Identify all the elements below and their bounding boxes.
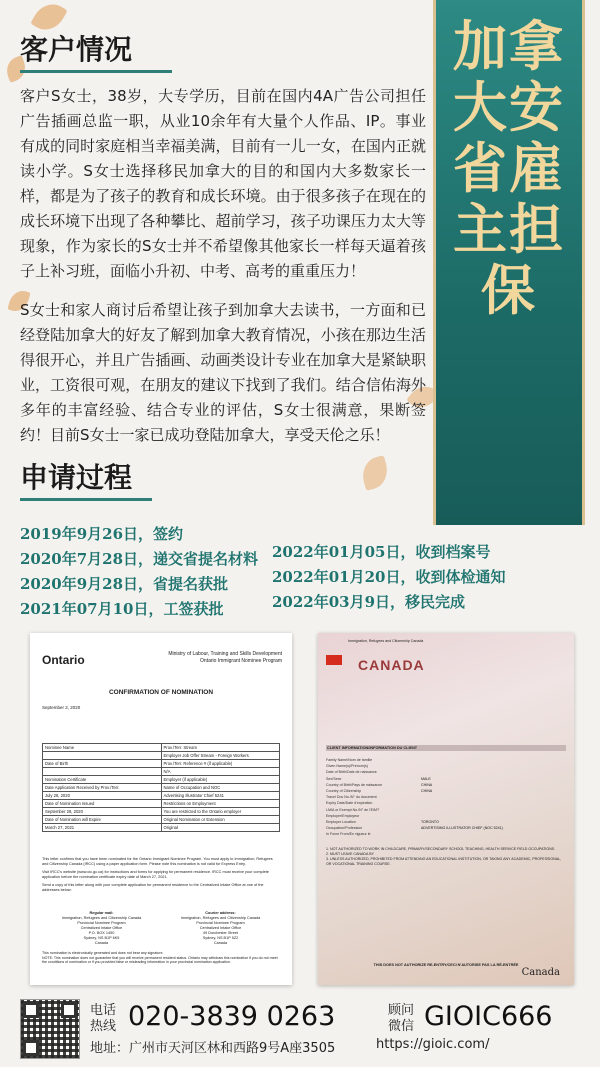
info-label: Given Name(s)/Prénom(s) — [326, 764, 368, 769]
table-cell: March 27, 2021 — [43, 824, 162, 832]
client-info-title: CLIENT INFORMATION/INFORMATION DU CLIENT — [326, 745, 566, 751]
phone-label: 电话热线 — [90, 1003, 117, 1034]
table-cell: Date of Nomination will Expire — [43, 816, 162, 824]
table-row — [43, 768, 280, 776]
table-cell: Restrictions on Employment — [161, 800, 280, 808]
banner-title: 加拿大安省雇主担保 — [453, 14, 565, 322]
address-line: Immigration, Refugees and Citizenship Canada — [61, 916, 142, 920]
canada-flag-icon — [326, 655, 342, 665]
info-label: Country of Birth/Pays de naissance — [326, 782, 383, 787]
info-label: LMIA or Exempt No./N° de l'EIMT — [326, 807, 380, 812]
timeline-item: 2020年7月28日，递交省提名材料 — [20, 550, 259, 568]
info-label: Expiry Date/Date d'expiration — [326, 801, 373, 806]
timeline-item: 2020年9月28日，省提名获批 — [20, 575, 229, 593]
address-line: Canada — [213, 941, 228, 945]
table-cell: Date Application Received by Prov./Terr. — [43, 784, 162, 792]
table-row — [43, 784, 280, 792]
client-heading: 客户情况 — [20, 33, 133, 66]
info-label: Family Name/Nom de famille — [326, 758, 373, 762]
info-label: Sex/Sexe — [326, 776, 342, 781]
body-paragraph: Visit IRCC's website (www.cic.gc.ca) for instructions and forms for applying for permanent residence. IRCC must receive your complete application before the nomination certificate expiry date of March 27, 2021. — [42, 870, 269, 879]
table-cell: Employer Job Offer Stream - Foreign Workers — [161, 752, 280, 760]
nomination-table — [42, 743, 280, 832]
timeline-item: 2022年01月05日，收到档案号 — [272, 543, 491, 561]
website-link[interactable]: https://gioic.com/ — [376, 1037, 490, 1052]
address-line: Centralized Intake Office — [199, 926, 242, 930]
address-heading: Courier address: — [205, 911, 236, 915]
courier-address — [161, 911, 280, 946]
address-line: Provincial Nominee Program — [196, 921, 245, 925]
info-value: ADVERTISING ILLUSTRATOR CHIEF (NOC 5241) — [421, 826, 503, 831]
nomination-body — [42, 857, 280, 896]
ministry-name: Ministry of Labour, Training and Skills Development — [168, 651, 282, 657]
timeline-left — [20, 522, 258, 622]
table-cell: Date of Nomination Issued — [43, 800, 162, 808]
table-cell: You are restricted to the Ontario employer — [161, 808, 280, 816]
info-value: TORONTO — [421, 820, 439, 825]
table-cell: Prov./Terr. Stream — [161, 744, 280, 752]
table-row — [43, 744, 280, 752]
canada-banner: CANADA — [358, 657, 425, 673]
table-row — [43, 800, 280, 808]
table-cell: Name of Occupation and NOC — [161, 784, 280, 792]
timeline-right — [272, 540, 506, 615]
info-row — [326, 831, 566, 837]
office-address: 地址：广州市天河区林和西路9号A座3505 — [90, 1041, 336, 1056]
info-label: Country of Citizenship — [326, 789, 362, 794]
table-cell: Advertising Illustrator Chief 5241 — [161, 792, 280, 800]
ontario-ministry — [142, 651, 282, 665]
info-label: Occupation/Profession — [326, 826, 363, 831]
table-cell: Prov./Terr. Reference # (if applicable) — [161, 760, 280, 768]
address-line: Canada — [94, 941, 109, 945]
table-cell: Employer (if applicable) — [161, 776, 280, 784]
body-paragraph: This letter confirms that you have been nominated for the Ontario Immigrant Nominee Program. You must apply to Immigration, Refugees and Citizenship Canada (IRCC) using a paper application form. Please note this nomination is not valid for Express Entry. — [42, 857, 273, 866]
canada-work-permit — [318, 633, 574, 985]
table-row — [43, 792, 280, 800]
table-row — [43, 808, 280, 816]
timeline-item: 2019年9月26日，签约 — [20, 525, 184, 543]
info-label: Travel Doc No./N° du document — [326, 795, 377, 800]
wechat-id: GIOIC666 — [424, 1001, 553, 1032]
address-line: P.O. BOX 1450 — [88, 931, 115, 935]
client-paragraph-2: S女士和家人商讨后希望让孩子到加拿大去读书，一方面和已经登陆加拿大的好友了解到加拿大教育情况，小孩在那边生活得很开心，并且广告插画、动画类设计专业在加拿大是紧缺职业，工资很可观，在朋友的建议下找到了我们。结合信佑海外多年的丰富经验、结合专业的评估，S女士很满意，果断签约！目前S女士一家已成功登陆加拿大，享受天伦之乐！ — [20, 301, 426, 444]
table-row — [43, 816, 280, 824]
ircc-ministry: Immigration, Refugees and Citizenship Canada — [348, 639, 424, 643]
table-cell: September 28, 2020 — [43, 808, 162, 816]
title-banner — [433, 0, 585, 525]
address-line: Centralized Intake Office — [80, 926, 123, 930]
timeline-item: 2021年07月10日，工签获批 — [20, 600, 224, 618]
ontario-logo: Ontario — [42, 653, 85, 667]
table-cell: July 28, 2020 — [43, 792, 162, 800]
table-cell: Original Nomination or Extension — [161, 816, 280, 824]
info-label: In Force From/En vigueur le — [326, 832, 371, 837]
footnote-text: NOTE: This nomination does not guarantee that you will receive permanent resident status. Ontario may withdraw this nomination if you do not meet the conditions of nomination or if you provided false or misleading information in your provincial nomination application. — [42, 955, 278, 965]
table-cell: N/A — [161, 768, 280, 776]
table-cell — [43, 752, 162, 760]
address-line: Immigration, Refugees and Citizenship Canada — [180, 916, 261, 920]
signature-note: This nomination is electronically generated and does not bear any signature. — [42, 951, 164, 955]
address-line: Provincial Nominee Program — [77, 921, 126, 925]
info-value: MALE — [421, 776, 431, 781]
address-line: Sydney, NS B1P 5Z2 — [202, 936, 239, 940]
client-info-rows — [326, 757, 566, 838]
qr-code-icon[interactable] — [20, 999, 80, 1059]
table-cell — [43, 768, 162, 776]
wechat-label: 顾问微信 — [388, 1003, 415, 1034]
info-label: Employer/Employeur — [326, 813, 360, 818]
canada-wordmark: Canada — [521, 967, 560, 978]
phone-number[interactable]: 020-3839 0263 — [128, 1001, 336, 1032]
table-row — [43, 752, 280, 760]
permit-conditions — [326, 847, 566, 867]
table-row — [43, 824, 280, 832]
table-cell: Original — [161, 824, 280, 832]
ontario-nomination-letter — [30, 633, 292, 985]
nomination-title: CONFIRMATION OF NOMINATION — [108, 689, 214, 696]
info-label: Date of Birth/Date de naissance — [326, 770, 377, 775]
info-value: CHINA — [421, 782, 433, 787]
timeline-item: 2022年01月20日，收到体检通知 — [272, 568, 506, 586]
contact-footer — [0, 995, 600, 1067]
reentry-notice: THIS DOES NOT AUTHORIZE RE-ENTRY/CECI N'AUTORISE PAS LA RÉ-ENTRÉE — [373, 963, 519, 967]
heading-underline — [20, 70, 172, 73]
table-row — [43, 776, 280, 784]
regular-mail-address — [42, 911, 161, 946]
program-name: Ontario Immigrant Nominee Program — [200, 658, 282, 664]
table-row — [43, 760, 280, 768]
address-line: Sydney, NS B1P 6K5 — [83, 936, 120, 940]
condition: 2. MUST LEAVE CANADA BY — [326, 852, 374, 856]
heading-underline — [20, 498, 152, 501]
process-heading: 申请过程 — [20, 461, 133, 494]
address-line: 49 Dorchester Street — [202, 931, 239, 935]
client-paragraph-1: 客户S女士，38岁，大专学历，目前在国内4A广告公司担任广告插画总监一职，从业10余年有大量个人作品、IP。事业有成的同时家庭相当幸福美满，目前有一儿一女，在国内正就读小学。S女士选择移民加拿大的目的和国内大多数家长一样，都是为了孩子的教育和成长环境。由于很多孩子在现在的成长环境下出现了各种攀比、超前学习，孩子功课压力太大等现象，作为家长的S女士并不希望像其他家长一样每天逼着孩子上补习班，面临小升初、中考、高考的重重压力！ — [20, 87, 426, 280]
body-paragraph: Send a copy of this letter along with your complete application for permanent residence to the Centralized Intake Office at one of the addresses below: — [42, 883, 264, 892]
letter-date: September 2, 2020 — [42, 705, 81, 710]
address-heading: Regular mail: — [89, 911, 114, 915]
info-label: Employer Location — [326, 820, 356, 825]
table-cell: Nomination Certificate — [43, 776, 162, 784]
intake-addresses — [42, 911, 280, 946]
table-cell: Nominee Name — [43, 744, 162, 752]
info-value: CHINA — [421, 789, 433, 794]
nomination-footnote — [42, 951, 280, 965]
condition: 1. NOT AUTHORIZED TO WORK IN CHILDCARE, PRIMARY/SECONDARY SCHOOL TEACHING, HEALTH SERVICE FIELD OCCUPATIONS. — [326, 847, 556, 851]
leaf-decoration — [359, 455, 392, 491]
table-cell: Date of Birth — [43, 760, 162, 768]
timeline-item: 2022年03月9日，移民完成 — [272, 593, 466, 611]
condition: 3. UNLESS AUTHORIZED, PROHIBITED FROM ATTENDING AN EDUCATIONAL INSTITUTION, OR TAKING ANY ACADEMIC, PROFESSIONAL, OR VOCATIONAL TRAINING COURSE. — [326, 857, 562, 866]
